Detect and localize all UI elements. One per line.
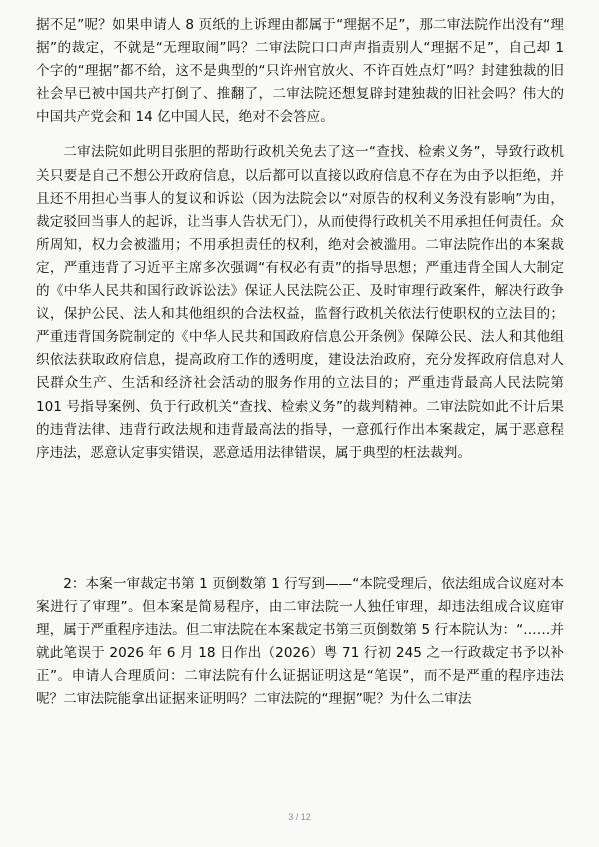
paragraph-3: 2：本案一审裁定书第 1 页倒数第 1 行写到——“本院受理后，依法组成合议庭对本案进行了审理”。但本案是简易程序，由二审法院一人独任审理，却违法组成合议庭审理，属于严重程序违法。但二审法院在本案裁定书第三页倒数第 5 行本院认为：“……并就此笔误于 2026 年 6 月 18 日作出（2026）粤 71 行初 245 之一行政裁定书予以补正”。申请人合理质问：二审法院有什么证据证明这是“笔误”，而不是严重的程序违法呢？二审法院能拿出证据来证明吗？二审法院的“理据”呢？为什么二审法 <box>36 575 564 708</box>
page-number: 3 / 12 <box>288 812 311 822</box>
paragraph-1: 据不足”呢？如果申请人 8 页纸的上诉理由都属于“理据不足”，那二审法院作出没有“理据”的裁定，不就是“无理取闹”吗？二审法院口口声声指责别人“理据不足”，自己却 1 个字的“理据”都不给，这不是典型的“只许州官放火、不许百姓点灯”吗？封建独裁的旧社会早已被中国共产打倒了、推翻了，二审法院还想复辟封建独裁的旧社会吗？伟大的中国共产党会和 14 亿中国人民，绝对不会答应。 <box>36 17 564 126</box>
paragraph-2: 二审法院如此明目张胆的帮助行政机关免去了这一“查找、检索义务”，导致行政机关只要是自己不想公开政府信息，以后都可以直接以政府信息不存在为由予以拒绝，并且还不用担心当事人的复议和诉讼（因为法院会以“对原告的权利义务没有影响”为由，裁定驳回当事人的起诉，让当事人告状无门），从而使得行政机关不用承担任何责任。众所周知，权力会被滥用；不用承担责任的权利，绝对会被滥用。二审法院作出的本案裁定，严重违背了习近平主席多次强调“有权必有责”的指导思想；严重违背全国人大制定的《中华人民共和国行政诉讼法》保证人民法院公正、及时审理行政案件，解决行政争议，保护公民、法人和其他组织的合法权益，监督行政机关依法行使职权的立法目的；严重违背国务院制定的《中华人民共和国政府信息公开条例》保障公民、法人和其他组织依法获取政府信息，提高政府工作的透明度，建设法治政府，充分发挥政府信息对人民群众生产、生活和经济社会活动的服务作用的立法目的；严重违背最高人民法院第 101 号指导案例、负于行政机关“查找、检索义务”的裁判精神。二审法院如此不计后果的违背法律、违背行政法规和违背最高法的指导，一意孤行作出本案裁定，属于恶意程序违法，恶意认定事实错误，恶意适用法律错误，属于典型的枉法裁判。 <box>36 144 564 461</box>
document-body <box>36 14 564 711</box>
